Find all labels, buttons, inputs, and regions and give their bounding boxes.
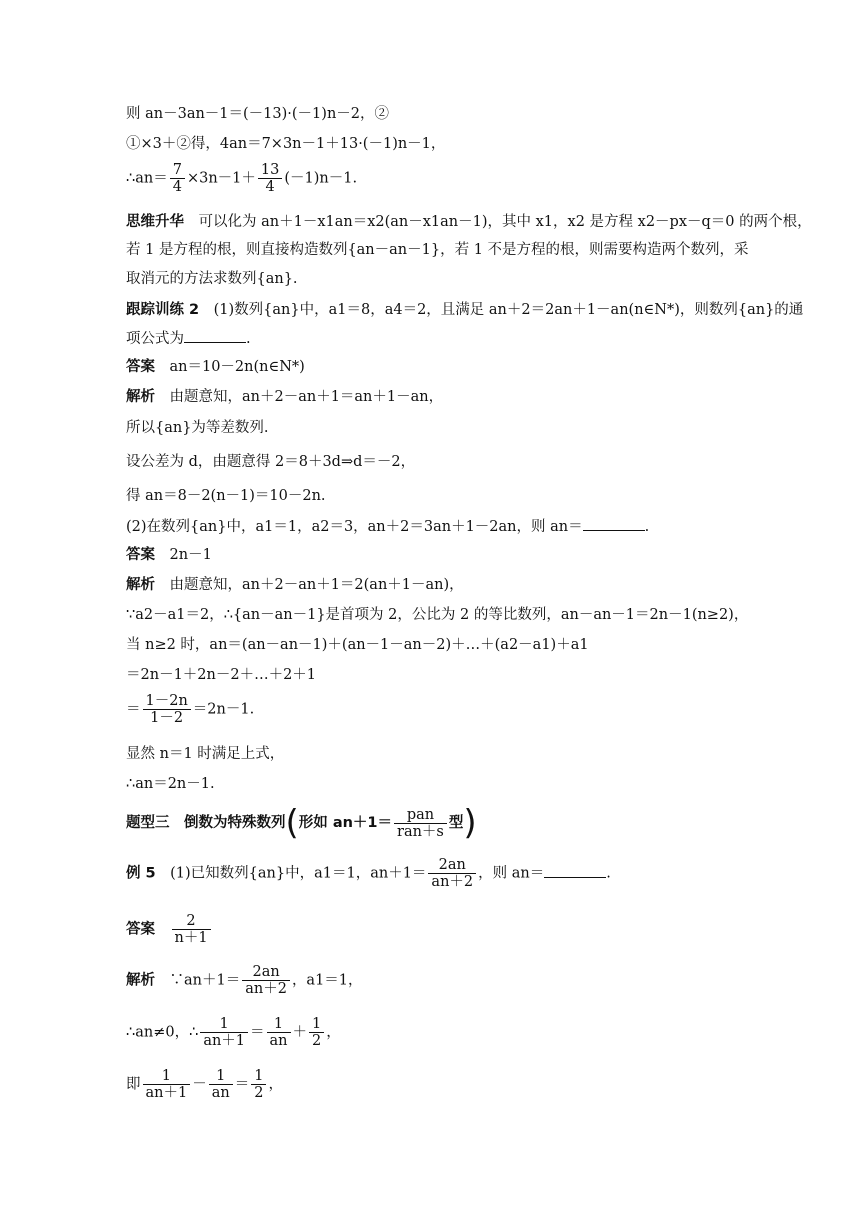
answer-2: 2n－1: [155, 547, 212, 563]
analysis-2: 由题意知，an＋2－an＋1＝2(an＋1－an)，: [155, 577, 464, 593]
answer-1: an＝10－2n(n∈N*): [155, 359, 305, 375]
analysis-line-2f: 显然 n＝1 时满足上式，: [126, 746, 285, 762]
type-3-form-pre: 形如 an＋1＝: [298, 815, 393, 831]
track-text-2: 项公式为: [126, 331, 184, 347]
answer-label-3: 答案: [126, 921, 155, 938]
line-3: [126, 162, 357, 195]
denominator: ran＋s: [397, 823, 444, 840]
analysis-line-3b: [126, 1016, 341, 1049]
analysis-line-2c: 当 n≥2 时，an＝(an－an－1)＋(an－1－an－2)＋…＋(a2－a1)＋a1: [126, 637, 589, 653]
track-line-2: [126, 328, 251, 349]
analysis-3b-pre: ∴an≠0，∴: [126, 1024, 199, 1041]
answer-label-2: 答案: [126, 547, 155, 563]
numerator: 1－2n: [143, 693, 191, 710]
fraction-geometric-sum: [143, 693, 191, 726]
track-line-1: [126, 300, 803, 320]
type-3-label: 题型三 倒数为特殊数列: [126, 815, 286, 831]
thought-line-1: [126, 212, 812, 232]
numerator: 2an: [242, 964, 290, 981]
question-2-line: [126, 516, 649, 537]
fraction-7-4: [170, 162, 185, 195]
line-2: ①×3＋②得，4an＝7×3n－1＋13·(－1)n－1，: [126, 136, 446, 152]
analysis-3c-minus: －: [192, 1076, 207, 1093]
fraction-example-5: [428, 857, 476, 890]
analysis-line-3: [126, 964, 363, 997]
track-text-2-end: .: [246, 331, 251, 347]
denominator: 4: [265, 179, 275, 195]
analysis-line-1b: 所以{an}为等差数列.: [126, 420, 269, 436]
numerator: 7: [170, 162, 185, 179]
example-5-line: [126, 857, 611, 890]
analysis-line-1c: 设公差为 d，由题意得 2＝8＋3d⇒d＝－2，: [126, 454, 416, 470]
example-5-end: .: [606, 865, 611, 882]
example-5-label: 例 5: [126, 865, 156, 882]
example-5-pre: (1)已知数列{an}中，a1＝1，an＋1＝: [155, 865, 427, 882]
track-label: 跟踪训练 2: [126, 302, 200, 318]
numerator: 1: [200, 1016, 248, 1033]
question-2: (2)在数列{an}中，a1＝1，a2＝3，an＋2＝3an＋1－2an，则 an＝: [126, 519, 583, 535]
analysis-1: 由题意知，an＋2－an＋1＝an＋1－an，: [155, 389, 444, 405]
numerator: 2an: [428, 857, 476, 874]
thought-line-3: 取消元的方法求数列{an}.: [126, 271, 298, 287]
fraction-half: [309, 1016, 324, 1049]
denominator: n＋1: [174, 930, 208, 946]
type-3-form-post: 型: [448, 815, 464, 831]
type-3-heading: [126, 803, 477, 843]
analysis-line-3c: [126, 1068, 283, 1101]
line-3-mid: ×3n－1＋: [186, 170, 256, 187]
analysis-line-2: [126, 575, 464, 595]
denominator: 1－2: [150, 710, 184, 726]
numerator: 1: [267, 1016, 291, 1033]
analysis-3-pre: ∵an＋1＝: [155, 972, 241, 989]
denominator: an＋1: [145, 1085, 188, 1101]
analysis-3b-plus: ＋: [292, 1024, 308, 1041]
fraction-answer-3: [172, 913, 211, 946]
fraction-type-3: [394, 807, 447, 840]
analysis-line-2e: [126, 693, 254, 726]
right-brace: ): [463, 803, 477, 843]
fraction-reciprocal: [209, 1068, 233, 1101]
left-brace: (: [285, 803, 299, 843]
analysis-line-1d: 得 an＝8－2(n－1)＝10－2n.: [126, 488, 326, 504]
question-2-end: .: [644, 519, 650, 535]
analysis-label-2: 解析: [126, 577, 155, 593]
analysis-3c-end: ，: [268, 1076, 283, 1093]
denominator: 4: [172, 179, 182, 195]
analysis-line-1: [126, 387, 443, 407]
numerator: 1: [251, 1068, 266, 1085]
answer-blank-1: [184, 328, 246, 343]
answer-line-1: [126, 357, 305, 377]
analysis-2e-pre: ＝: [126, 701, 141, 718]
denominator: an＋2: [245, 981, 287, 997]
numerator: 1: [309, 1016, 324, 1033]
line-1: 则 an－3an－1＝(－13)·(－1)n－2，②: [126, 106, 390, 122]
numerator: 2: [172, 913, 211, 930]
answer-line-2: [126, 545, 212, 565]
denominator: an＋2: [431, 874, 474, 890]
analysis-label-1: 解析: [126, 389, 155, 405]
analysis-2e-post: ＝2n－1.: [192, 701, 255, 718]
analysis-line-2d: ＝2n－1＋2n－2＋…＋2＋1: [126, 667, 317, 683]
analysis-3-post: ，a1＝1，: [291, 972, 363, 989]
analysis-3b-eq: ＝: [250, 1024, 265, 1041]
denominator: an＋1: [203, 1033, 246, 1049]
fraction-reciprocal-next: [143, 1068, 191, 1101]
answer-line-3: [126, 913, 213, 946]
analysis-3c-pre: 即: [126, 1076, 141, 1093]
denominator: an: [211, 1085, 230, 1101]
answer-label-1: 答案: [126, 359, 155, 375]
numerator: 1: [143, 1068, 191, 1085]
example-5-post: ，则 an＝: [478, 865, 545, 882]
numerator: 1: [209, 1068, 233, 1085]
fraction-reciprocal-next: [200, 1016, 248, 1049]
analysis-3b-end: ，: [326, 1024, 341, 1041]
answer-blank-3: [544, 863, 606, 878]
track-text-1: (1)数列{an}中，a1＝8，a4＝2，且满足 an＋2＝2an＋1－an(n∈N*)，则数列{an}的通: [199, 302, 804, 318]
analysis-label-3: 解析: [126, 972, 155, 989]
denominator: 2: [312, 1033, 322, 1049]
analysis-3c-eq: ＝: [234, 1076, 250, 1093]
fraction-half: [251, 1068, 266, 1101]
analysis-line-2g: ∴an＝2n－1.: [126, 776, 215, 792]
line-3-pre: ∴an＝: [126, 170, 168, 187]
numerator: 13: [258, 162, 282, 179]
line-3-post: (－1)n－1.: [284, 170, 358, 187]
thought-text-1: 可以化为 an＋1－x1an＝x2(an－x1an－1)，其中 x1，x2 是方程 x2－px－q＝0 的两个根，: [184, 214, 812, 230]
denominator: 2: [254, 1085, 264, 1101]
thought-label: 思维升华: [126, 214, 184, 230]
thought-line-2: 若 1 是方程的根，则直接构造数列{an－an－1}，若 1 不是方程的根，则需要构造两个数列，采: [126, 242, 749, 258]
fraction-analysis-3: [242, 964, 290, 997]
answer-blank-2: [583, 516, 645, 531]
fraction-reciprocal: [267, 1016, 291, 1049]
denominator: an: [269, 1033, 288, 1049]
analysis-line-2b: ∵a2－a1＝2，∴{an－an－1}是首项为 2，公比为 2 的等比数列，an－an－1＝2n－1(n≥2)，: [126, 607, 749, 623]
numerator: pan: [394, 807, 447, 824]
fraction-13-4: [258, 162, 282, 195]
